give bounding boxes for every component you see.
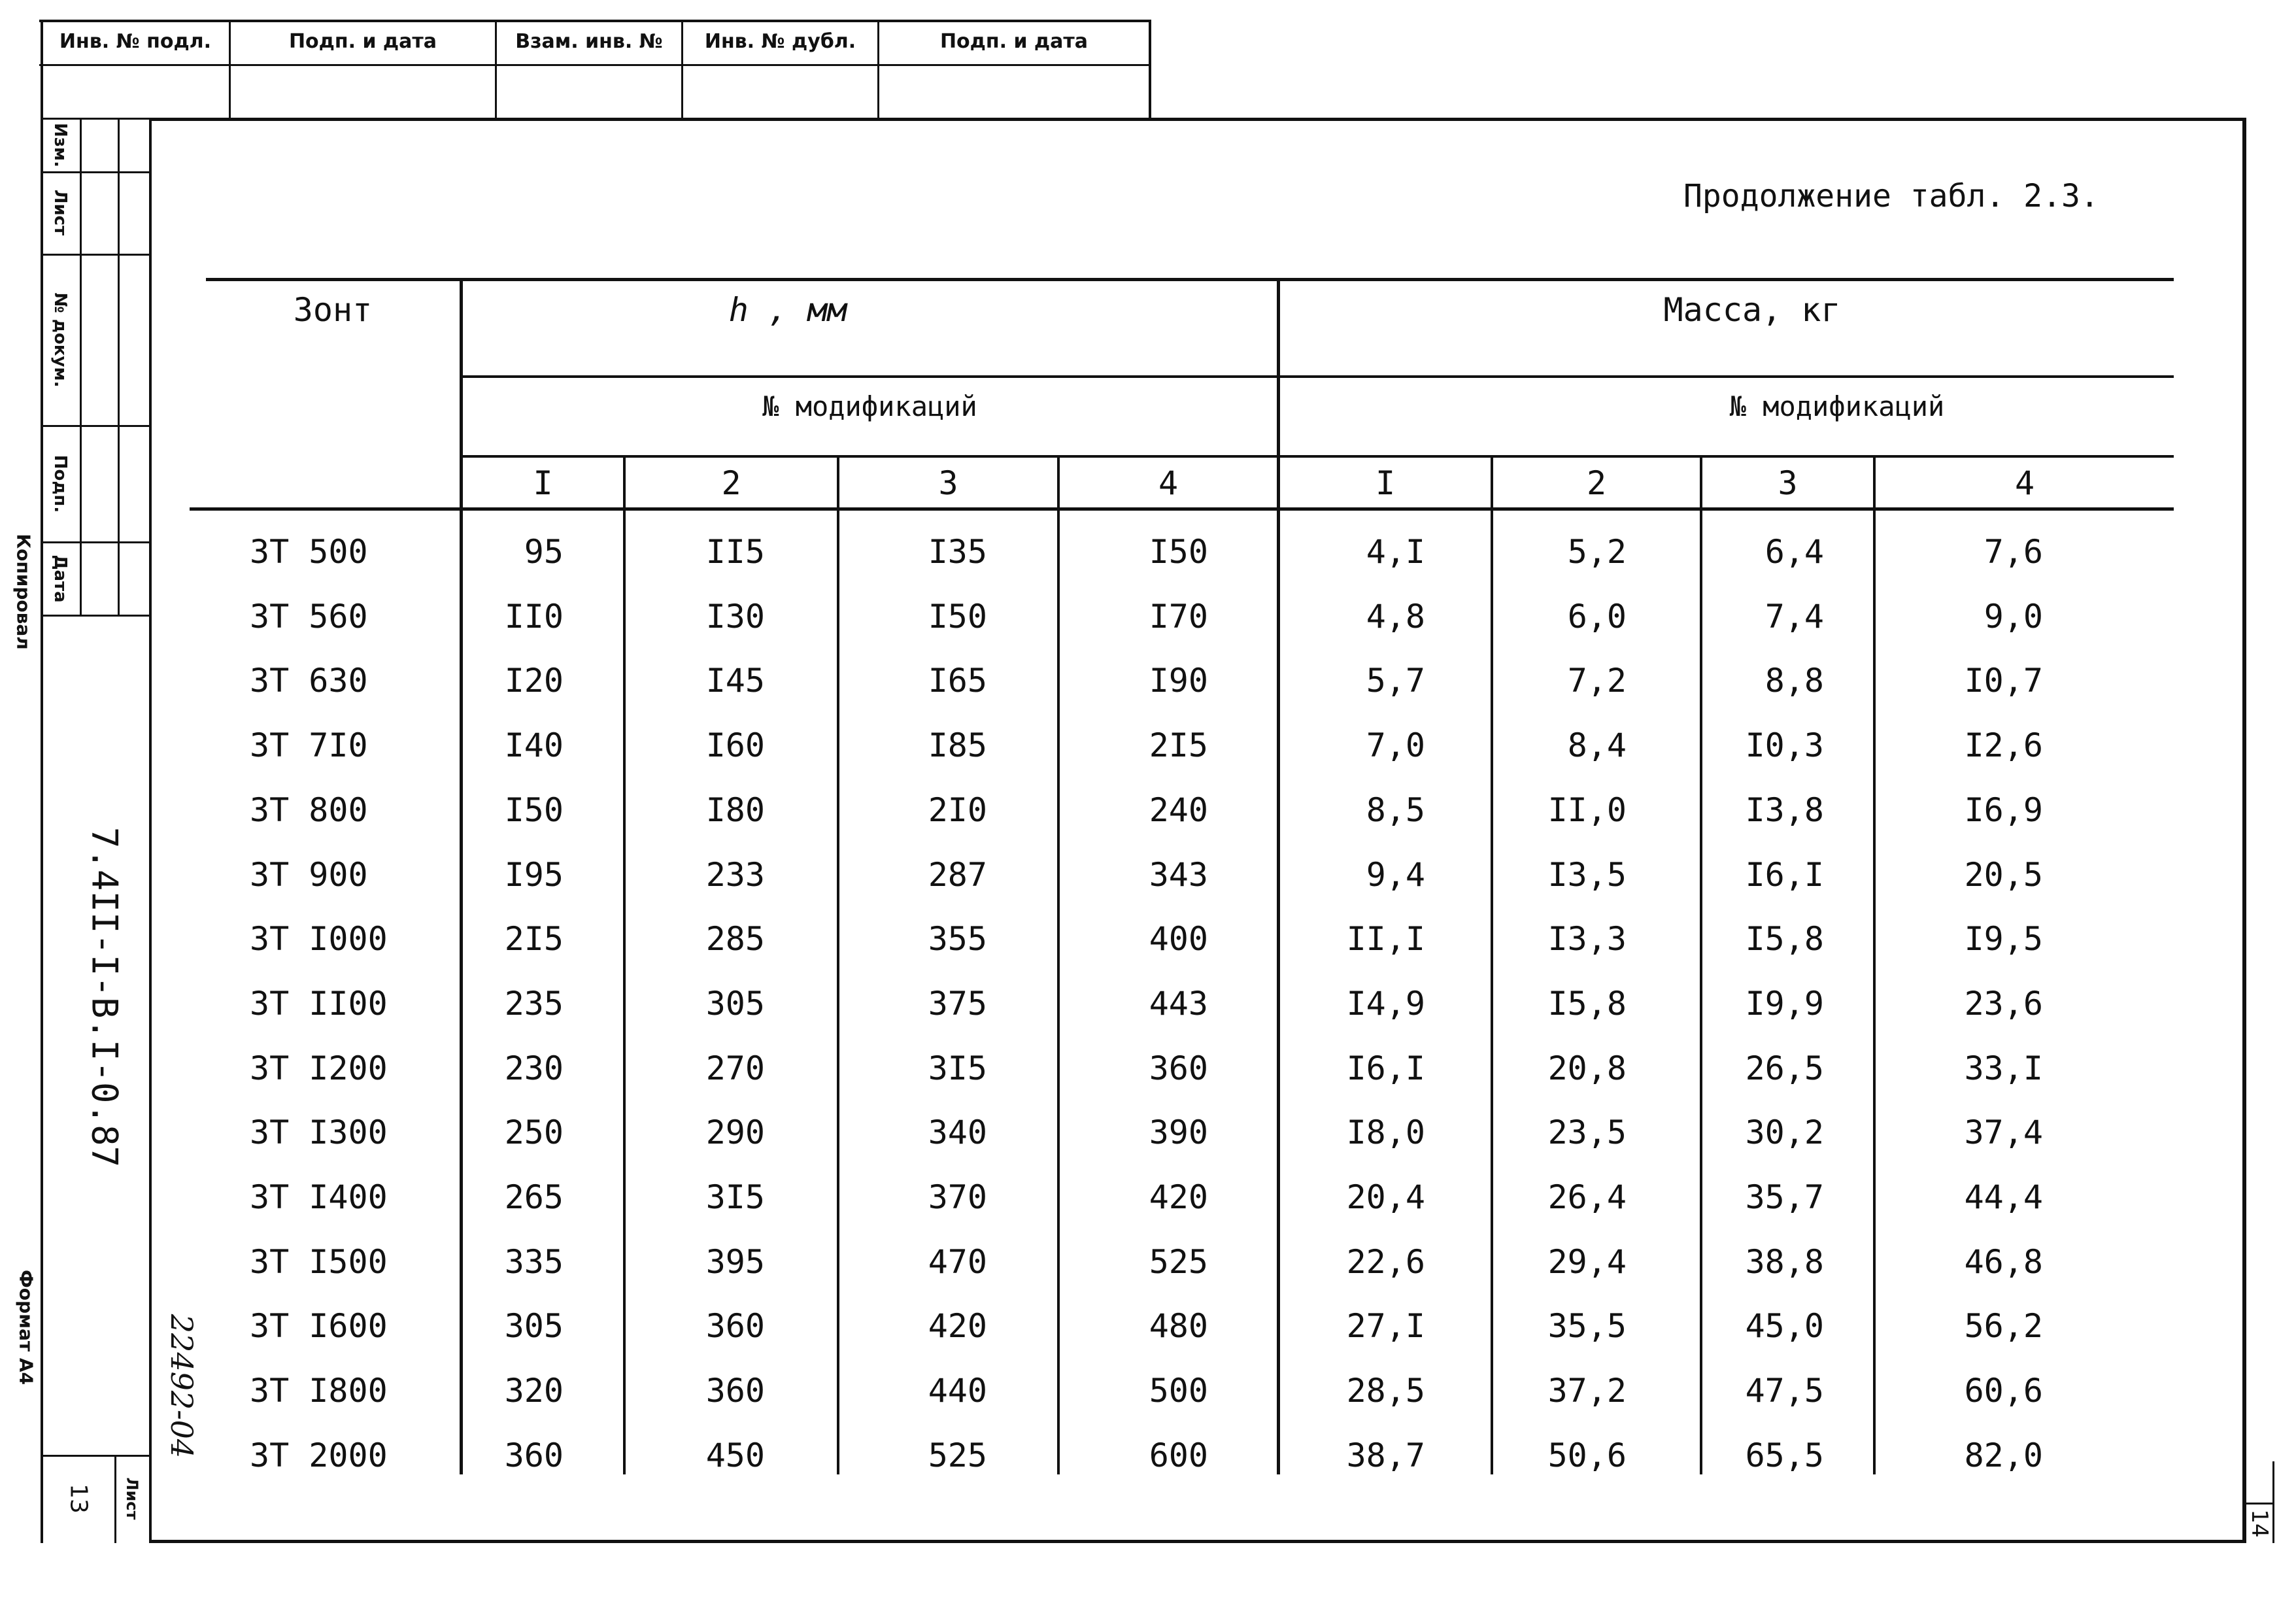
cell-h-mod-3: 3I5 — [928, 1049, 987, 1087]
cell-h-mod-1: 335 — [504, 1243, 564, 1281]
mod-mass-3: 3 — [1778, 464, 1798, 502]
side-label-n-dokum: № докум. — [50, 292, 70, 388]
cell-h-mod-3: 355 — [928, 920, 987, 958]
cell-mass-mod-1: 4,8 — [1366, 598, 1425, 636]
mod-h-3: 3 — [938, 464, 958, 502]
cell-mass-mod-1: 5,7 — [1366, 662, 1425, 700]
cell-mass-mod-4: 44,4 — [1964, 1178, 2043, 1216]
cell-mass-mod-4: I9,5 — [1964, 920, 2043, 958]
cell-zont: ЗТ I500 — [250, 1243, 388, 1281]
cell-mass-mod-1: 4,I — [1366, 533, 1425, 571]
cell-h-mod-2: I45 — [705, 662, 765, 700]
cell-h-mod-1: I40 — [504, 726, 564, 764]
cell-h-mod-2: 395 — [705, 1243, 765, 1281]
stamp-label-podp-data-2: Подп. и дата — [939, 30, 1089, 53]
cell-mass-mod-2: 7,2 — [1567, 662, 1627, 700]
cell-mass-mod-2: I3,3 — [1547, 920, 1627, 958]
cell-zont: ЗТ 560 — [250, 598, 368, 636]
cell-mass-mod-2: 5,2 — [1567, 533, 1627, 571]
side-label-data: Дата — [50, 554, 70, 603]
header-h-mm: h , мм — [728, 291, 847, 329]
cell-zont: ЗТ I200 — [250, 1049, 388, 1087]
stamp-label-vzam-inv: Взам. инв. № — [515, 30, 663, 53]
cell-mass-mod-4: 82,0 — [1964, 1436, 2043, 1474]
cell-mass-mod-3: I9,9 — [1745, 985, 1824, 1023]
mod-h-1: I — [533, 464, 553, 502]
side-label-list: Лист — [50, 189, 70, 236]
inventory-number: 22492-04 — [164, 1314, 199, 1459]
cell-h-mod-3: 470 — [928, 1243, 987, 1281]
cell-zont: ЗТ 500 — [250, 533, 368, 571]
cell-h-mod-4: 443 — [1149, 985, 1208, 1023]
cell-zont: ЗТ I300 — [250, 1114, 388, 1151]
cell-mass-mod-2: I3,5 — [1547, 856, 1627, 894]
kopiroval-label: Копировал — [12, 534, 35, 650]
cell-h-mod-4: I70 — [1149, 598, 1208, 636]
cell-h-mod-1: 230 — [504, 1049, 564, 1087]
cell-h-mod-4: 400 — [1149, 920, 1208, 958]
cell-mass-mod-4: I6,9 — [1964, 791, 2043, 829]
cell-mass-mod-4: 37,4 — [1964, 1114, 2043, 1151]
header-mod-h: № модификаций — [762, 390, 977, 422]
cell-zont: ЗТ I600 — [250, 1307, 388, 1345]
header-zont: Зонт — [293, 291, 373, 329]
cell-h-mod-3: I35 — [928, 533, 987, 571]
cell-mass-mod-3: 45,0 — [1745, 1307, 1824, 1345]
cell-h-mod-1: I50 — [504, 791, 564, 829]
cell-mass-mod-1: I8,0 — [1346, 1114, 1425, 1151]
cell-h-mod-4: 480 — [1149, 1307, 1208, 1345]
cell-h-mod-4: 390 — [1149, 1114, 1208, 1151]
cell-h-mod-4: 525 — [1149, 1243, 1208, 1281]
mod-mass-4: 4 — [2014, 464, 2035, 502]
cell-zont: ЗТ I400 — [250, 1178, 388, 1216]
cell-mass-mod-2: 8,4 — [1567, 726, 1627, 764]
cell-h-mod-4: 240 — [1149, 791, 1208, 829]
cell-mass-mod-3: 6,4 — [1764, 533, 1824, 571]
cell-mass-mod-1: 22,6 — [1346, 1243, 1425, 1281]
cell-mass-mod-1: 27,I — [1346, 1307, 1425, 1345]
cell-mass-mod-2: 26,4 — [1547, 1178, 1627, 1216]
table-continuation-title: Продолжение табл. 2.3. — [1683, 178, 2099, 214]
cell-mass-mod-3: 65,5 — [1745, 1436, 1824, 1474]
document-code: 7.4II-I-В.I-0.87 — [84, 826, 126, 1168]
cell-h-mod-4: 2I5 — [1149, 726, 1208, 764]
cell-h-mod-3: 525 — [928, 1436, 987, 1474]
cell-mass-mod-2: 29,4 — [1547, 1243, 1627, 1281]
cell-mass-mod-3: I6,I — [1745, 856, 1824, 894]
cell-h-mod-1: I20 — [504, 662, 564, 700]
cell-mass-mod-1: 9,4 — [1366, 856, 1425, 894]
cell-h-mod-2: 450 — [705, 1436, 765, 1474]
cell-h-mod-4: 343 — [1149, 856, 1208, 894]
cell-h-mod-1: 235 — [504, 985, 564, 1023]
cell-h-mod-2: I30 — [705, 598, 765, 636]
cell-mass-mod-3: 38,8 — [1745, 1243, 1824, 1281]
cell-h-mod-1: II0 — [504, 598, 564, 636]
cell-zont: ЗТ I000 — [250, 920, 388, 958]
cell-h-mod-4: I50 — [1149, 533, 1208, 571]
cell-h-mod-1: 2I5 — [504, 920, 564, 958]
format-label: Формат А4 — [15, 1270, 37, 1385]
mod-h-2: 2 — [721, 464, 741, 502]
cell-mass-mod-4: 23,6 — [1964, 985, 2043, 1023]
cell-h-mod-1: 95 — [524, 533, 564, 571]
cell-mass-mod-4: 7,6 — [1984, 533, 2043, 571]
cell-h-mod-1: 265 — [504, 1178, 564, 1216]
cell-mass-mod-3: 8,8 — [1764, 662, 1824, 700]
cell-h-mod-3: I85 — [928, 726, 987, 764]
cell-mass-mod-1: 20,4 — [1346, 1178, 1425, 1216]
cell-mass-mod-4: 20,5 — [1964, 856, 2043, 894]
cell-mass-mod-2: 50,6 — [1547, 1436, 1627, 1474]
cell-mass-mod-1: II,I — [1346, 920, 1425, 958]
cell-h-mod-2: 3I5 — [705, 1178, 765, 1216]
stamp-label-inv-podl: Инв. № подл. — [59, 30, 212, 53]
cell-mass-mod-4: I2,6 — [1964, 726, 2043, 764]
side-label-izm: Изм. — [50, 123, 70, 167]
cell-mass-mod-1: I4,9 — [1346, 985, 1425, 1023]
stamp-label-inv-dubl: Инв. № дубл. — [704, 30, 856, 53]
mod-h-4: 4 — [1158, 464, 1179, 502]
cell-mass-mod-1: 28,5 — [1346, 1372, 1425, 1410]
cell-h-mod-3: 340 — [928, 1114, 987, 1151]
cell-h-mod-2: II5 — [705, 533, 765, 571]
cell-mass-mod-1: 38,7 — [1346, 1436, 1425, 1474]
header-mass: Масса, кг — [1663, 291, 1841, 329]
cell-mass-mod-2: II,0 — [1547, 791, 1627, 829]
cell-h-mod-4: 500 — [1149, 1372, 1208, 1410]
cell-h-mod-3: 287 — [928, 856, 987, 894]
cell-h-mod-3: 370 — [928, 1178, 987, 1216]
cell-mass-mod-4: 46,8 — [1964, 1243, 2043, 1281]
cell-h-mod-2: 360 — [705, 1307, 765, 1345]
cell-h-mod-3: I65 — [928, 662, 987, 700]
mod-mass-2: 2 — [1586, 464, 1607, 502]
cell-mass-mod-2: 20,8 — [1547, 1049, 1627, 1087]
cell-mass-mod-3: 35,7 — [1745, 1178, 1824, 1216]
cell-mass-mod-4: 60,6 — [1964, 1372, 2043, 1410]
sheet-number-right: 14 — [2246, 1509, 2272, 1538]
cell-h-mod-2: 233 — [705, 856, 765, 894]
cell-zont: ЗТ 7I0 — [250, 726, 368, 764]
cell-mass-mod-2: 6,0 — [1567, 598, 1627, 636]
cell-h-mod-4: I90 — [1149, 662, 1208, 700]
cell-mass-mod-3: 30,2 — [1745, 1114, 1824, 1151]
cell-mass-mod-1: 7,0 — [1366, 726, 1425, 764]
cell-h-mod-1: 320 — [504, 1372, 564, 1410]
cell-mass-mod-4: 33,I — [1964, 1049, 2043, 1087]
header-mod-mass: № модификаций — [1729, 390, 1945, 422]
cell-zont: ЗТ 800 — [250, 791, 368, 829]
cell-h-mod-1: 305 — [504, 1307, 564, 1345]
cell-h-mod-2: 305 — [705, 985, 765, 1023]
cell-zont: ЗТ II00 — [250, 985, 388, 1023]
cell-h-mod-2: I80 — [705, 791, 765, 829]
cell-mass-mod-3: 7,4 — [1764, 598, 1824, 636]
cell-mass-mod-4: I0,7 — [1964, 662, 2043, 700]
cell-h-mod-3: 440 — [928, 1372, 987, 1410]
cell-mass-mod-2: 37,2 — [1547, 1372, 1627, 1410]
side-label-podp: Подп. — [50, 454, 70, 513]
cell-h-mod-3: 420 — [928, 1307, 987, 1345]
cell-h-mod-2: 270 — [705, 1049, 765, 1087]
cell-zont: ЗТ 2000 — [250, 1436, 388, 1474]
cell-h-mod-4: 600 — [1149, 1436, 1208, 1474]
cell-mass-mod-3: I0,3 — [1745, 726, 1824, 764]
cell-mass-mod-4: 56,2 — [1964, 1307, 2043, 1345]
cell-mass-mod-3: I5,8 — [1745, 920, 1824, 958]
cell-h-mod-1: I95 — [504, 856, 564, 894]
cell-mass-mod-3: 47,5 — [1745, 1372, 1824, 1410]
sheet-label: Лист — [123, 1477, 141, 1520]
mod-mass-1: I — [1375, 464, 1396, 502]
cell-mass-mod-2: I5,8 — [1547, 985, 1627, 1023]
sheet-number-left: 13 — [65, 1484, 92, 1514]
cell-zont: ЗТ I800 — [250, 1372, 388, 1410]
cell-h-mod-2: 285 — [705, 920, 765, 958]
cell-mass-mod-1: 8,5 — [1366, 791, 1425, 829]
cell-mass-mod-3: 26,5 — [1745, 1049, 1824, 1087]
stamp-label-podp-data: Подп. и дата — [288, 30, 437, 53]
cell-zont: ЗТ 630 — [250, 662, 368, 700]
cell-h-mod-3: 375 — [928, 985, 987, 1023]
cell-mass-mod-2: 35,5 — [1547, 1307, 1627, 1345]
cell-h-mod-2: 360 — [705, 1372, 765, 1410]
cell-zont: ЗТ 900 — [250, 856, 368, 894]
cell-h-mod-2: 290 — [705, 1114, 765, 1151]
cell-mass-mod-4: 9,0 — [1984, 598, 2043, 636]
cell-h-mod-3: I50 — [928, 598, 987, 636]
cell-h-mod-3: 2I0 — [928, 791, 987, 829]
cell-h-mod-4: 420 — [1149, 1178, 1208, 1216]
cell-mass-mod-3: I3,8 — [1745, 791, 1824, 829]
cell-h-mod-1: 360 — [504, 1436, 564, 1474]
cell-mass-mod-2: 23,5 — [1547, 1114, 1627, 1151]
cell-mass-mod-1: I6,I — [1346, 1049, 1425, 1087]
cell-h-mod-4: 360 — [1149, 1049, 1208, 1087]
cell-h-mod-2: I60 — [705, 726, 765, 764]
cell-h-mod-1: 250 — [504, 1114, 564, 1151]
